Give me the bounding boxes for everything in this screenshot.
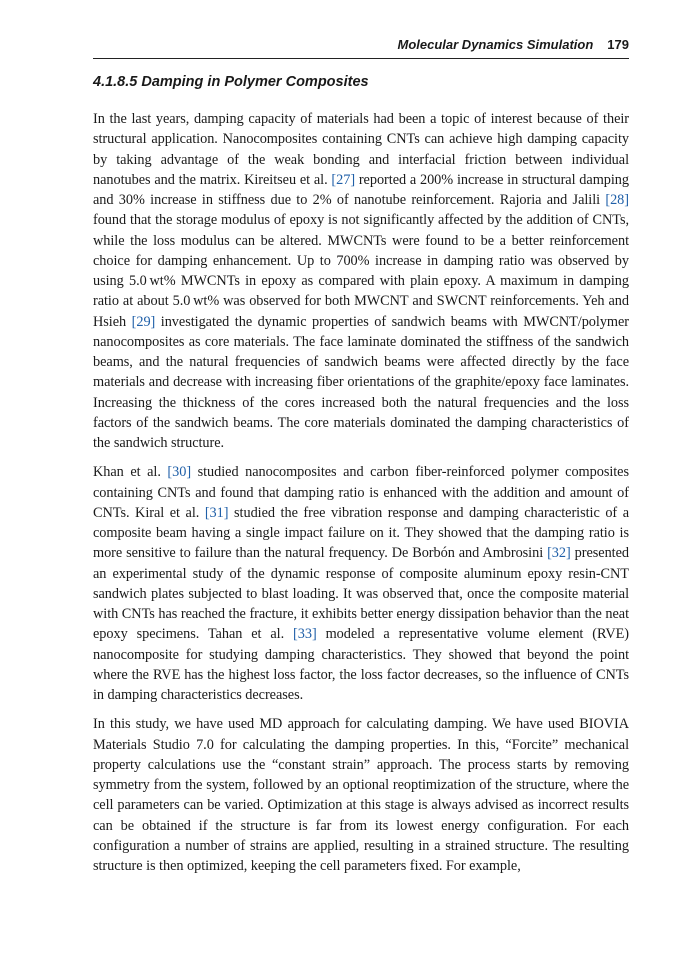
- citation-link[interactable]: [29]: [131, 313, 156, 330]
- text-run: modeled a representative volume element (RVE) nanocomposite for studying damping characteristics. They showed that beyond the point where the RVE has the highest loss factor, the loss factor decreases, so the influence of CNTs in damping characteristics decreases.: [93, 626, 629, 703]
- text-run: reported a 200% increase in structural damping and 30% increase in stiffness due to 2% of nanotube reinforcement. Rajoria and Jalili: [93, 171, 629, 208]
- text-run: studied nanocomposites and carbon fiber-reinforced polymer composites containing CNTs and found that damping ratio is enhanced with the addition and amount of CNTs. Kiral et al.: [93, 464, 629, 521]
- text-run: In the last years, damping capacity of materials had been a topic of interest because of their structural application. Nanocomposites containing CNTs can achieve high damping capacity by taking advantage of the weak bonding and interfacial friction between individual nanotubes and the matrix. Kireitseu et al.: [93, 111, 629, 188]
- body-text: [93, 109, 629, 876]
- text-run: found that the storage modulus of epoxy is not significantly affected by the addition of CNTs, while the loss modulus can be altered. MWCNTs were found to be a better reinforcement choice for damping enhancement. Up to 700% increase in damping ratio was observed by using 5.0 wt% MWCNTs in epoxy as compared with plain epoxy. A maximum in damping ratio at about 5.0 wt% was observed for both MWCNT and SWCNT reinforcements. Yeh and Hsieh: [93, 212, 629, 330]
- citation-link[interactable]: [27]: [331, 171, 356, 188]
- text-run: Khan et al.: [93, 464, 168, 481]
- running-header: [93, 30, 629, 59]
- text-run: In this study, we have used MD approach for calculating damping. We have used BIOVIA Materials Studio 7.0 for calculating the damping properties. In this, “Forcite” mechanical property calculations use the “constant strain” approach. The process starts by removing symmetry from the system, followed by an optional reoptimization of the structure, where the cell parameters can be varied. Optimization at this stage is always advised as incorrect results can be obtained if the structure is far from its lowest energy configuration. For each configuration a number of strains are applied, resulting in a strained structure. The resulting structure is then optimized, keeping the cell parameters fixed. For example,: [93, 716, 629, 874]
- text-run: presented an experimental study of the dynamic response of composite aluminum epoxy resin-CNT sandwich plates subjected to blast loading. It was observed that, once the composite material with CNTs has reached the fracture, it exhibits better energy dissipation behavior than the neat epoxy specimens. Tahan et al.: [93, 545, 629, 643]
- citation-link[interactable]: [28]: [605, 192, 629, 208]
- paragraph-2: [93, 462, 629, 705]
- paragraph-3: [93, 714, 629, 876]
- citation-link[interactable]: [30]: [167, 464, 192, 481]
- text-run: investigated the dynamic properties of sandwich beams with MWCNT/polymer nanocomposites as core materials. The face laminate dominated the stiffness of the sandwich beams, and the natural frequencies of sandwich beams were affected directly by the face materials and decrease with increasing fiber orientations of the graphite/epoxy face laminates. Increasing the thickness of the cores increased both the natural frequencies and the loss factors of the sandwich beams. The core materials dominated the damping characteristics of the sandwich structure.: [93, 313, 629, 451]
- paragraph-1: [93, 109, 629, 453]
- citation-link[interactable]: [33]: [293, 626, 317, 643]
- running-title: Molecular Dynamics Simulation: [397, 37, 594, 52]
- citation-link[interactable]: [31]: [204, 504, 229, 521]
- document-page: [93, 30, 629, 885]
- page-number: 179: [607, 37, 629, 52]
- text-run: studied the free vibration response and damping characteristic of a composite beam having a single impact failure on it. They showed that the damping ratio is more sensitive to failure than the natural frequency. De Borbón and Ambrosini: [93, 504, 629, 562]
- citation-link[interactable]: [32]: [547, 545, 571, 562]
- section-heading: 4.1.8.5 Damping in Polymer Composites: [93, 74, 369, 90]
